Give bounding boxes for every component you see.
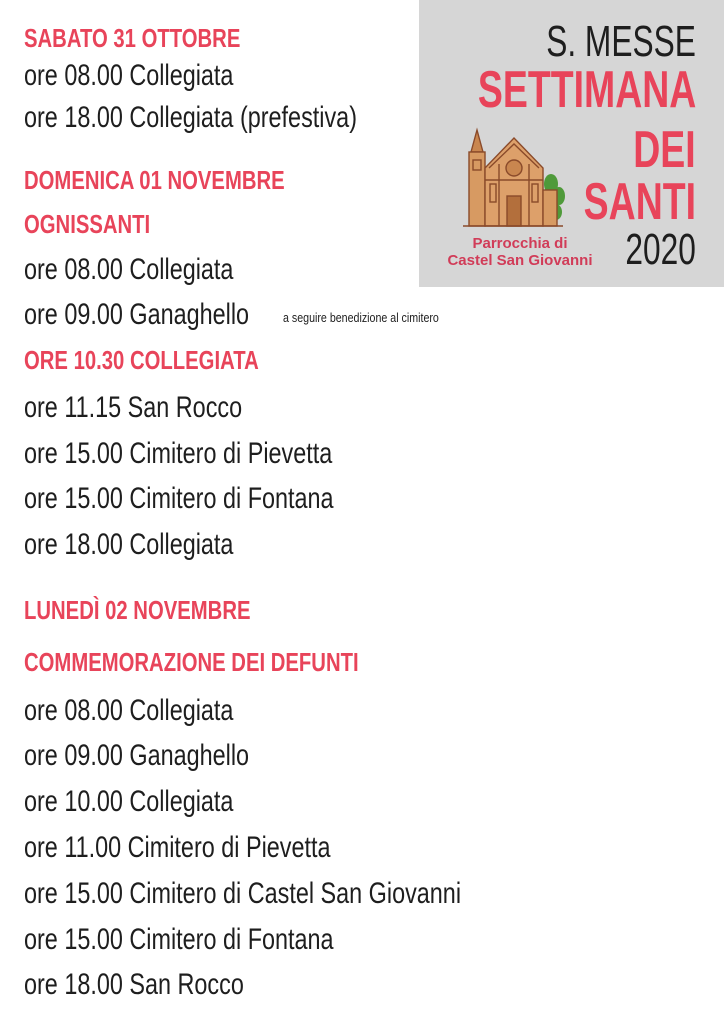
mass-time-line: ore 15.00 Cimitero di Castel San Giovanni <box>24 877 462 910</box>
mass-time-line: ore 18.00 San Rocco <box>24 968 244 1001</box>
heading-highlight-collegiata: ORE 10.30 COLLEGIATA <box>24 345 259 375</box>
heading-domenica: DOMENICA 01 NOVEMBRE <box>24 165 285 195</box>
mass-time-line: ore 10.00 Collegiata <box>24 785 234 818</box>
church-illustration-icon <box>459 124 569 232</box>
mass-time-line: ore 09.00 Ganaghello <box>24 739 250 772</box>
header-year: 2020 <box>625 225 696 274</box>
heading-lunedi: LUNEDÌ 02 NOVEMBRE <box>24 595 251 625</box>
blessing-note: a seguire benedizione al cimitero <box>283 310 439 325</box>
mass-time-line: ore 15.00 Cimitero di Fontana <box>24 482 334 515</box>
mass-time-line: ore 09.00 Ganaghello <box>24 298 250 331</box>
mass-time-line: ore 08.00 Collegiata <box>24 59 234 92</box>
parish-line-1: Parrocchia di <box>472 235 568 252</box>
mass-time-line: ore 11.00 Cimitero di Pievetta <box>24 831 331 864</box>
mass-time-line: ore 15.00 Cimitero di Fontana <box>24 923 334 956</box>
mass-time-line: ore 15.00 Cimitero di Pievetta <box>24 437 333 470</box>
mass-time-line: ore 18.00 Collegiata (prefestiva) <box>24 101 357 134</box>
header-line-dei: DEI <box>633 121 696 179</box>
mass-time-line: ore 08.00 Collegiata <box>24 694 234 727</box>
parish-label <box>435 235 605 269</box>
parish-line-2: Castel San Giovanni <box>447 252 593 269</box>
mass-time-line: ore 11.15 San Rocco <box>24 391 243 424</box>
heading-ognissanti: OGNISSANTI <box>24 209 151 239</box>
heading-sabato: SABATO 31 OTTOBRE <box>24 23 241 53</box>
header-line-messe: S. MESSE <box>546 17 696 66</box>
header-line-santi: SANTI <box>583 173 696 231</box>
heading-commemorazione: COMMEMORAZIONE DEI DEFUNTI <box>24 647 359 677</box>
header-box <box>419 0 724 287</box>
header-line-settimana: SETTIMANA <box>477 61 696 119</box>
mass-time-line: ore 08.00 Collegiata <box>24 253 234 286</box>
mass-time-line: ore 18.00 Collegiata <box>24 528 234 561</box>
